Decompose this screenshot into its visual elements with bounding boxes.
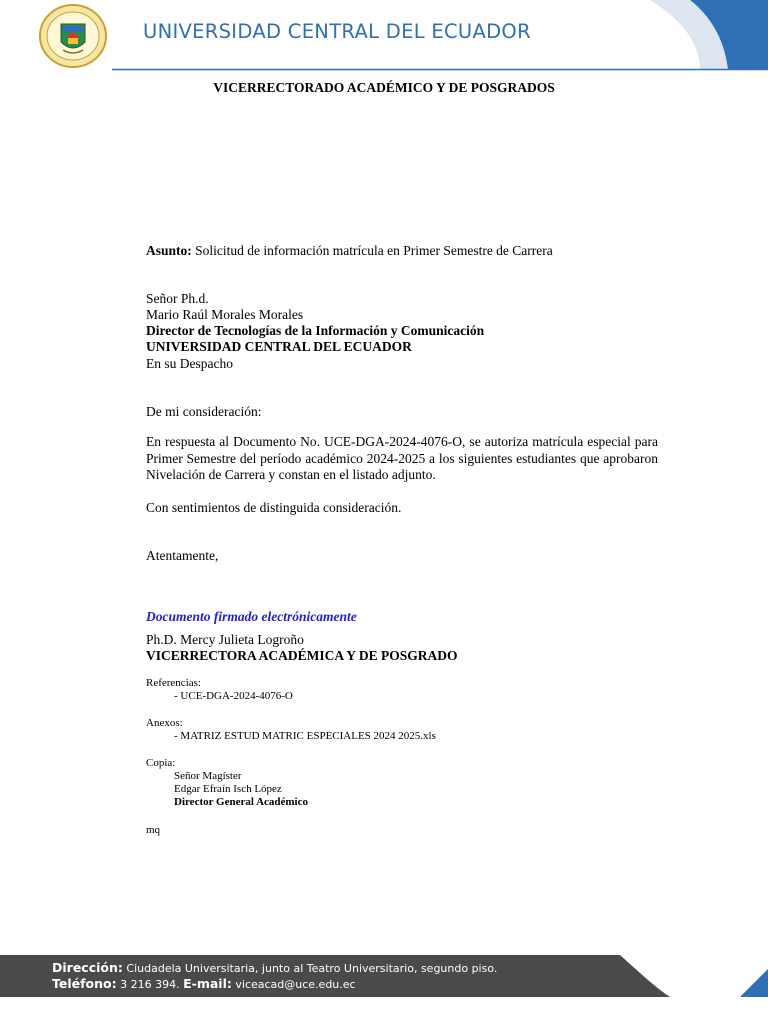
email-label: E-mail: (183, 976, 232, 991)
university-seal-icon (38, 4, 108, 68)
address-label: Dirección: (52, 960, 123, 975)
recipient-salutation: Señor Ph.d. (146, 291, 209, 306)
copy-label: Copia: (146, 757, 176, 769)
closing-line: Con sentimientos de distinguida consideración. (146, 500, 402, 515)
address-text: Ciudadela Universitaria, junto al Teatro Universitario, segundo piso. (122, 962, 498, 975)
copy-salutation: Señor Magíster (174, 770, 242, 782)
body-paragraph: En respuesta al Documento No. UCE-DGA-2024-4076-O, se autoriza matrícula especial para Primer Semestre del período académico 2024-2025 a los siguientes estudiantes que aprobaron Nivelación de Carrera y constan en el listado adjunto. (146, 434, 658, 483)
references-label: Referencias: (146, 677, 201, 689)
attachments-item: - MATRIZ ESTUD MATRIC ESPECIALES 2024 2025.xls (174, 730, 436, 742)
footer-contact (52, 976, 356, 991)
initials: mq (146, 824, 161, 836)
subject-line (146, 243, 553, 259)
phone-label: Teléfono: (52, 976, 117, 991)
recipient-role: Director de Tecnologías de la Información y Comunicación (146, 323, 485, 338)
institution-title: UNIVERSIDAD CENTRAL DEL ECUADOR (143, 20, 531, 43)
office-heading: VICERRECTORADO ACADÉMICO Y DE POSGRADOS (213, 80, 555, 95)
references-item: - UCE-DGA-2024-4076-O (174, 690, 293, 702)
email-link[interactable]: viceacad@uce.edu.ec (231, 978, 356, 991)
signer-name: Ph.D. Mercy Julieta Logroño (146, 632, 304, 647)
subject-label: Asunto: (146, 243, 192, 258)
recipient-location: En su Despacho (146, 356, 233, 371)
copy-role: Director General Académico (174, 796, 308, 808)
attachments-label: Anexos: (146, 717, 183, 729)
signature-note: Documento firmado electrónicamente (146, 609, 357, 624)
farewell: Atentamente, (146, 548, 219, 563)
subject-text: Solicitud de información matrícula en Primer Semestre de Carrera (191, 243, 553, 258)
recipient-name: Mario Raúl Morales Morales (146, 307, 304, 322)
signer-role: VICERRECTORA ACADÉMICA Y DE POSGRADO (146, 648, 458, 663)
greeting: De mi consideración: (146, 404, 262, 419)
copy-name: Edgar Efraín Isch López (174, 783, 282, 795)
footer-address (52, 960, 497, 975)
phone-text: 3 216 394. (116, 978, 184, 991)
recipient-institution: UNIVERSIDAD CENTRAL DEL ECUADOR (146, 339, 412, 354)
